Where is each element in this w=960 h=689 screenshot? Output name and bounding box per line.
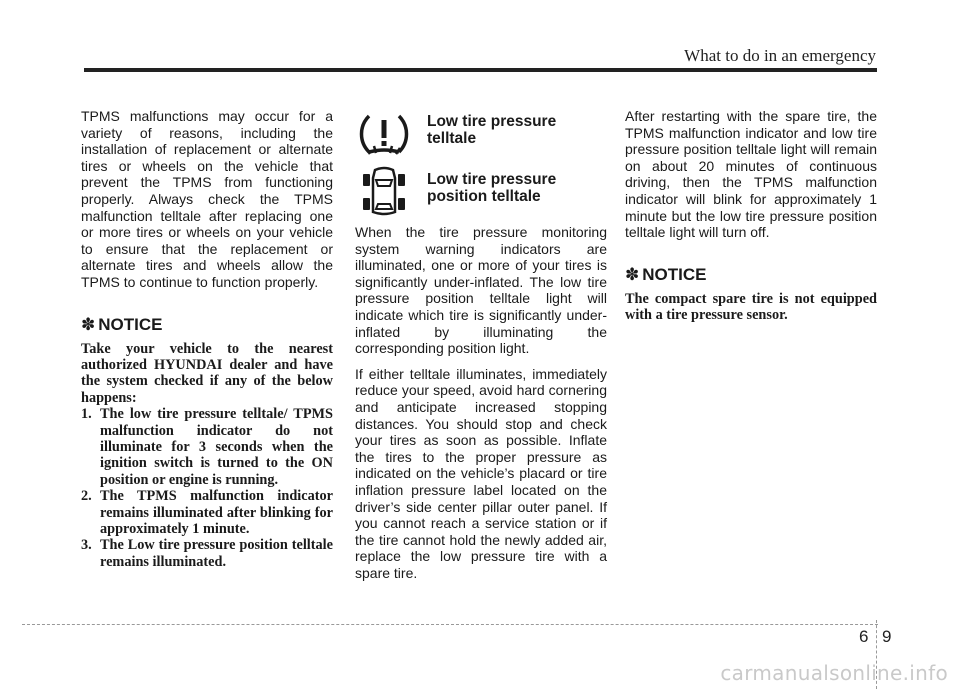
notice-title: NOTICE xyxy=(642,264,707,284)
column-1 xyxy=(81,108,333,570)
notice-list-item xyxy=(81,488,333,537)
page-number: 9 xyxy=(882,627,892,646)
header-rule xyxy=(84,68,877,72)
chapter-title: What to do in an emergency xyxy=(684,46,876,65)
watermark: carmanualsonline.info xyxy=(720,661,948,685)
notice-heading-1 xyxy=(81,315,333,335)
notice-list xyxy=(81,406,333,570)
spare-tire-paragraph: After restarting with the spare tire, the TPMS malfunction indicator and low tire pressure position telltale light will remain on about 20 minutes of continuous driving, then the TPMS malfunction indicator will blink for approximately 1 minute but the low tire pressure position telltale light will turn off. xyxy=(625,108,877,241)
footer-rule xyxy=(22,624,878,625)
tpms-malfunction-paragraph: TPMS malfunctions may occur for a variety of reasons, including the installation of replacement or alternate tires or wheels on the vehicle that prevent the TPMS from functioning properly. Always check the TPMS malfunction telltale after replacing one or more tires or wheels on your vehicle to ensure that the replacement or alternate tires and wheels allow the TPMS to continue to function properly. xyxy=(81,108,333,290)
list-text: The low tire pressure telltale/ TPMS malfunction indicator do not illuminate for 3 seconds when the ignition switch is turned to the ON position or engine is running. xyxy=(100,406,333,488)
list-text: The TPMS malfunction indicator remains illuminated after blinking for approximately 1 minute. xyxy=(100,488,333,537)
notice-title: NOTICE xyxy=(98,314,163,334)
notice-body-2 xyxy=(625,291,877,324)
section-number: 6 xyxy=(859,627,869,646)
column-2 xyxy=(355,108,607,590)
tire-position-icon xyxy=(355,166,413,214)
notice-body-1 xyxy=(81,341,333,571)
telltale-action-paragraph: If either telltale illuminates, immediately reduce your speed, avoid hard cornering and anticipate increased stopping distances. You should stop and check your tires as soon as possible. Inflate the tires to the proper pressure as indicated on the vehicle’s placard or tire inflation pressure label located on the driver’s side center pillar outer panel. If you cannot reach a service station or if the tire cannot hold the newly added air, replace the low pressure tire with a spare tire. xyxy=(355,365,607,581)
tire-position-telltale xyxy=(355,166,607,214)
list-text: The Low tire pressure position telltale remains illuminated. xyxy=(100,537,333,570)
notice-text: The compact spare tire is not equipped with a tire pressure sensor. xyxy=(625,290,877,324)
list-number: 2. xyxy=(81,488,92,505)
notice-intro: Take your vehicle to the nearest authorized HYUNDAI dealer and have the system checked if any of the below happens: xyxy=(81,340,333,406)
notice-heading-2 xyxy=(625,265,877,285)
telltale-label: Low tire pressure position telltale xyxy=(427,171,557,205)
notice-star-icon: ✽ xyxy=(81,314,96,334)
telltale-label: Low tire pressure telltale xyxy=(427,113,557,147)
low-tire-pressure-telltale xyxy=(355,108,607,156)
low-tire-pressure-icon xyxy=(355,108,413,156)
notice-star-icon: ✽ xyxy=(625,264,640,284)
notice-list-item xyxy=(81,537,333,570)
list-number: 1. xyxy=(81,406,92,423)
notice-list-item xyxy=(81,406,333,488)
warning-indicators-paragraph: When the tire pressure monitoring system warning indicators are illuminated, one or more of your tires is significantly under-inflated. The low tire pressure position telltale light will indicate which tire is significantly under-inflated by illuminating the corresponding position light. xyxy=(355,224,607,357)
list-number: 3. xyxy=(81,537,92,554)
column-3 xyxy=(625,108,877,324)
